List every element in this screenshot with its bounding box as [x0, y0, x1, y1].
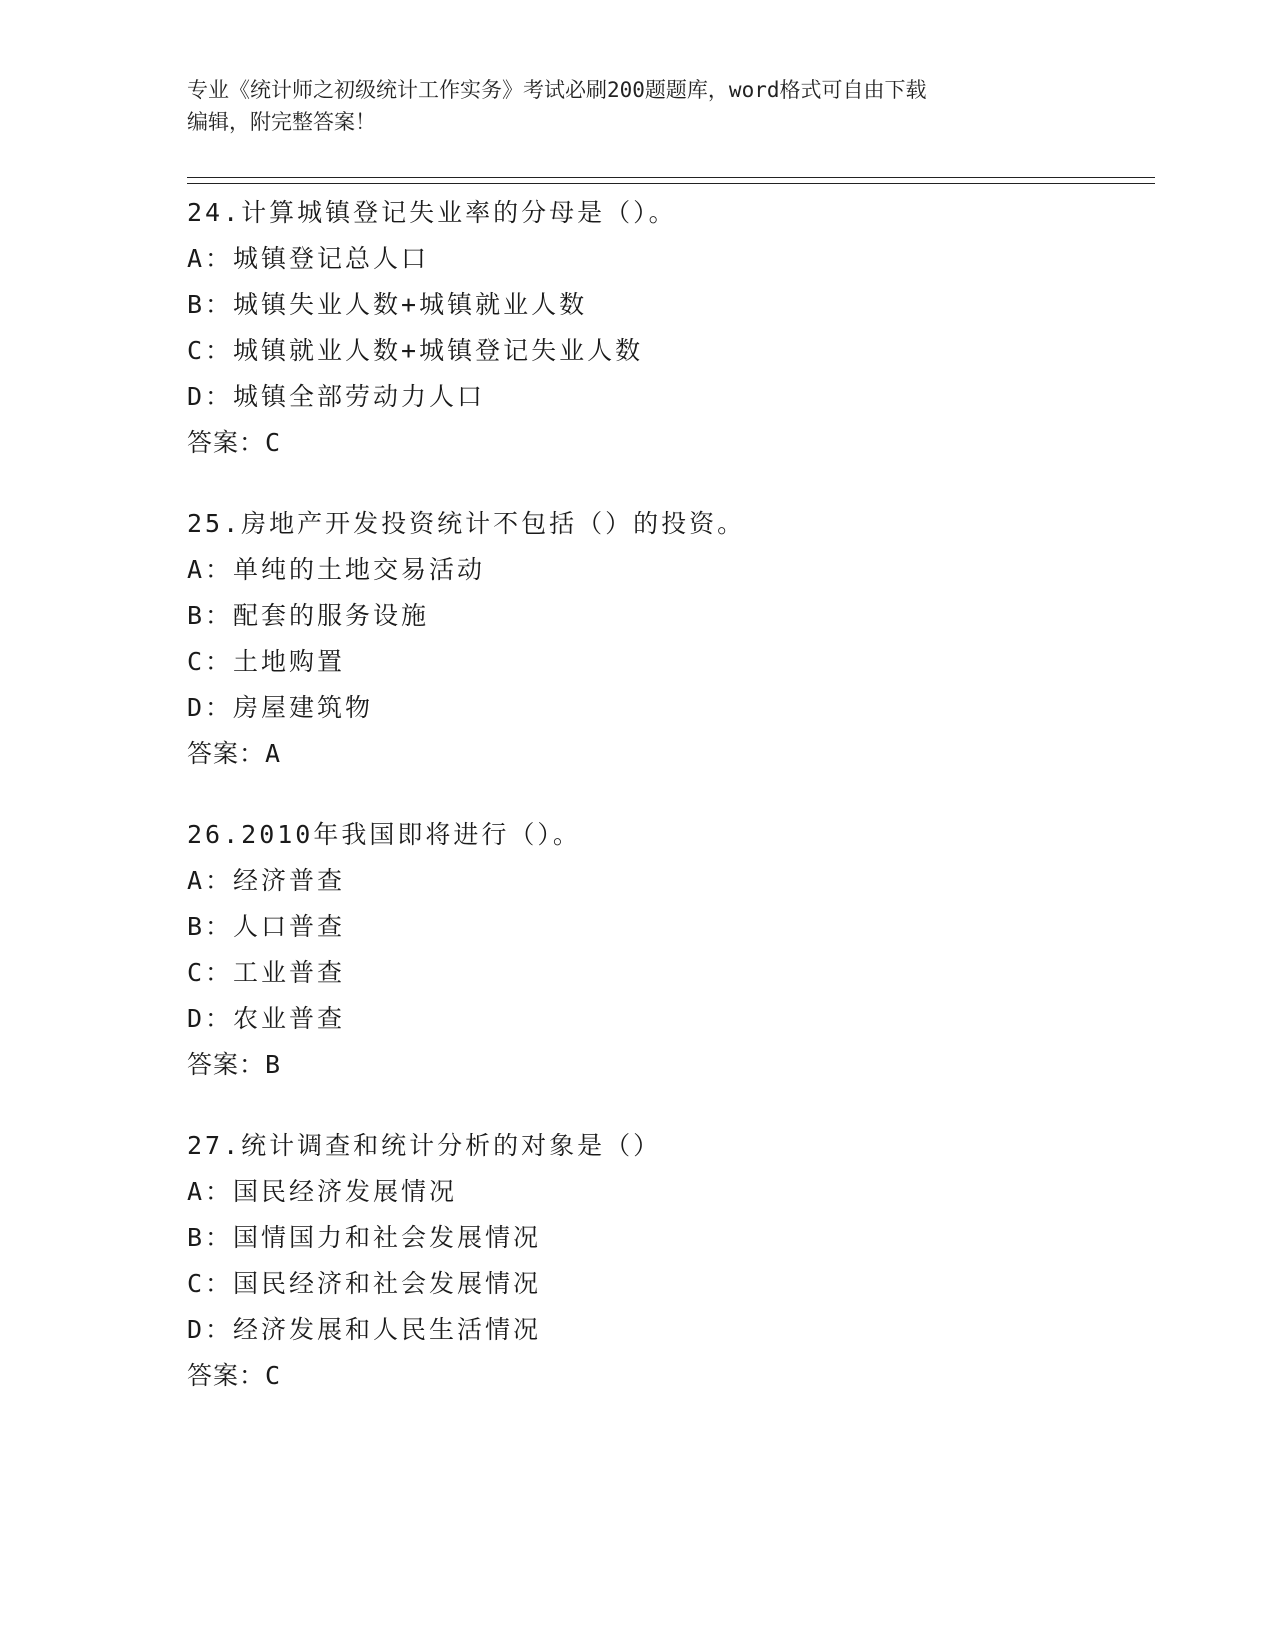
answer-text: 答案：C	[187, 428, 282, 457]
question-list	[187, 190, 1155, 1399]
option-a: A：单纯的土地交易活动	[187, 555, 486, 584]
option-d: D：城镇全部劳动力人口	[187, 382, 486, 411]
option-c: C：工业普查	[187, 958, 346, 987]
option-a: A：国民经济发展情况	[187, 1177, 458, 1206]
header-line-1: 专业《统计师之初级统计工作实务》考试必刷200题题库，word格式可自由下载	[187, 78, 927, 102]
question-26	[187, 812, 1155, 1088]
question-stem: 27.统计调查和统计分析的对象是（）	[187, 1131, 662, 1160]
option-c: C：城镇就业人数+城镇登记失业人数	[187, 336, 644, 365]
question-24	[187, 190, 1155, 466]
document-header	[187, 74, 1087, 138]
option-b: B：配套的服务设施	[187, 601, 430, 630]
option-c: C：土地购置	[187, 647, 346, 676]
header-divider-bottom	[187, 183, 1155, 184]
option-a: A：经济普查	[187, 866, 346, 895]
question-stem: 24.计算城镇登记失业率的分母是（）。	[187, 198, 677, 227]
header-line-2: 编辑，附完整答案！	[187, 110, 376, 134]
answer-text: 答案：C	[187, 1361, 282, 1390]
option-d: D：农业普查	[187, 1004, 346, 1033]
answer-text: 答案：A	[187, 739, 282, 768]
option-b: B：城镇失业人数+城镇就业人数	[187, 290, 588, 319]
option-c: C：国民经济和社会发展情况	[187, 1269, 542, 1298]
question-25	[187, 501, 1155, 777]
header-divider-top	[187, 177, 1155, 178]
question-27	[187, 1123, 1155, 1399]
question-stem: 25.房地产开发投资统计不包括（）的投资。	[187, 509, 746, 538]
answer-text: 答案：B	[187, 1050, 282, 1079]
question-stem: 26.2010年我国即将进行（）。	[187, 820, 581, 849]
option-d: D：房屋建筑物	[187, 693, 374, 722]
option-d: D：经济发展和人民生活情况	[187, 1315, 542, 1344]
option-b: B：人口普查	[187, 912, 346, 941]
option-b: B：国情国力和社会发展情况	[187, 1223, 542, 1252]
option-a: A：城镇登记总人口	[187, 244, 430, 273]
